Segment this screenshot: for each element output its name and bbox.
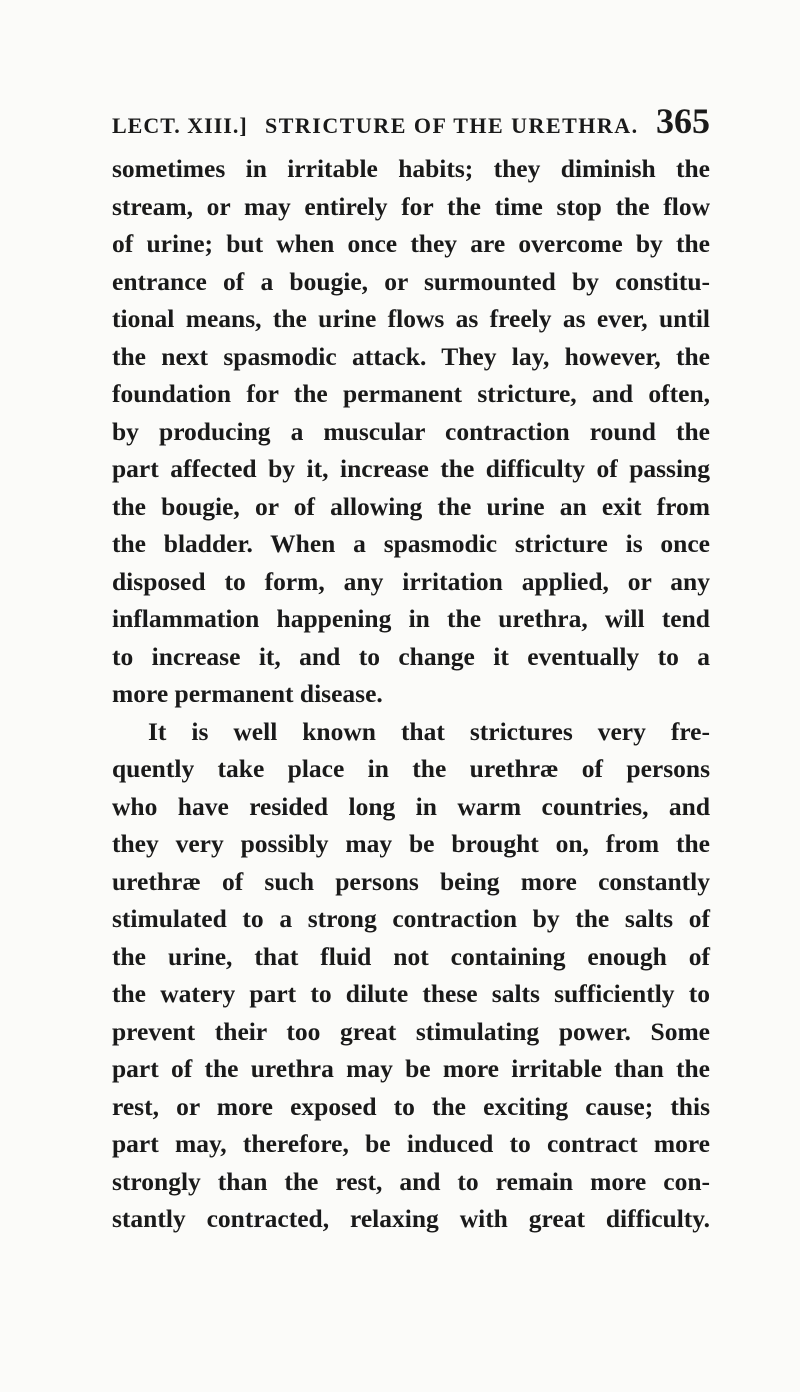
text-line: tional means, the urine flows as freely as ever, until — [112, 304, 710, 333]
text-line: foundation for the permanent stricture, and often, — [112, 379, 710, 408]
text-line: who have resided long in warm countries, and — [112, 791, 710, 821]
text-line: stimulated to a strong contraction by the salts of — [112, 904, 710, 933]
text-line: quently take place in the urethræ of persons — [112, 754, 710, 783]
text-line: stream, or may entirely for the time stop the flow — [112, 191, 710, 221]
text-line: strongly than the rest, and to remain more con- — [112, 1166, 710, 1196]
text-line: inflammation happening in the urethra, will tend — [112, 604, 710, 633]
text-line: the bladder. When a spasmodic stricture is once — [112, 529, 710, 558]
text-line: the urine, that fluid not containing enough of — [112, 941, 710, 971]
text-line: rest, or more exposed to the exciting cause; this — [112, 1091, 710, 1121]
text-line: sometimes in irritable habits; they diminish the — [112, 154, 710, 183]
text-line: by producing a muscular contraction round the — [112, 416, 710, 446]
text-line: part affected by it, increase the difficulty of passing — [112, 454, 710, 483]
text-line: the bougie, or of allowing the urine an exit from — [112, 491, 710, 521]
text-line: of urine; but when once they are overcome by the — [112, 229, 710, 258]
paragraph-start-line: It is well known that strictures very fre- — [148, 716, 710, 746]
text-line: stantly contracted, relaxing with great difficulty. — [112, 1204, 710, 1233]
body-text — [112, 150, 710, 1238]
running-header — [112, 100, 710, 144]
page-number: 365 — [656, 101, 710, 141]
text-line: they very possibly may be brought on, from the — [112, 829, 710, 858]
text-line: the next spasmodic attack. They lay, however, the — [112, 341, 710, 371]
text-line: the watery part to dilute these salts sufficiently to — [112, 979, 710, 1008]
paragraph-end-line: more permanent disease. — [112, 679, 383, 708]
text-line: disposed to form, any irritation applied, or any — [112, 566, 710, 596]
text-line: part may, therefore, be induced to contract more — [112, 1129, 710, 1158]
text-line: urethræ of such persons being more constantly — [112, 866, 710, 896]
text-line: to increase it, and to change it eventually to a — [112, 641, 710, 671]
text-line: prevent their too great stimulating power. Some — [112, 1016, 710, 1046]
text-line: entrance of a bougie, or surmounted by constitu- — [112, 266, 710, 296]
running-title: STRICTURE OF THE URETHRA. — [265, 113, 639, 138]
text-line: part of the urethra may be more irritable than the — [112, 1054, 710, 1083]
chapter-marker: LECT. XIII.] — [112, 113, 248, 138]
